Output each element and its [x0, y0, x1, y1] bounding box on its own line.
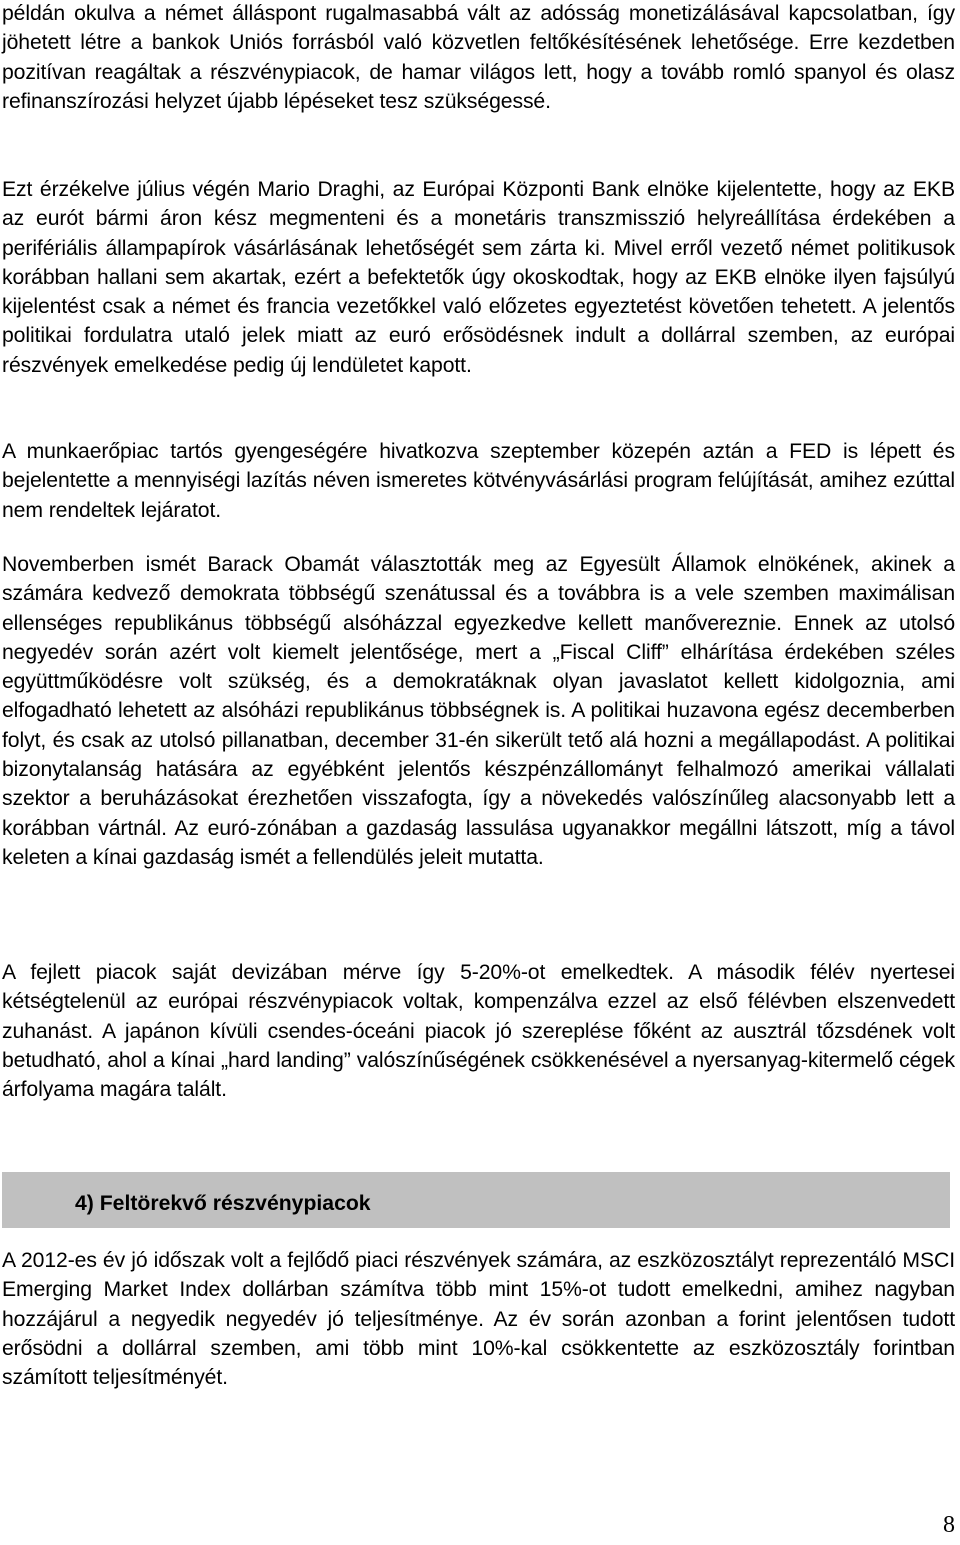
paragraph-fed: A munkaerőpiac tartós gyengeségére hivatkozva szeptember közepén aztán a FED is lépett és bejelentette a mennyiségi lazítás néven ismeretes kötvényvásárlási program felújítását, amihez ezúttal nem rendeltek lejáratot. [2, 440, 955, 522]
section-title: 4) Feltörekvő részvénypiacok [75, 1192, 371, 1215]
paragraph-draghi: Ezt érzékelve július végén Mario Draghi, az Európai Központi Bank elnöke kijelentette, hogy az EKB az eurót bármi áron kész megmenteni és a monetáris transzmisszió helyreállítása érdekében a perifériális állampapírok vásárlásának lehetőségét sem zárta ki. Mivel erről vezető német politikusok korábban hallani sem akartak, ezért a befektetők úgy okoskodtak, hogy az EKB elnöke ilyen fajsúlyú kijelentést csak a német és francia vezetőkkel való előzetes egyeztetést követően tehetett. A jelentős politikai fordulatra utaló jelek miatt az euró erősödésnek indult a dollárral szemben, az európai részvények emelkedése pedig új lendületet kapott. [2, 178, 955, 377]
page-number: 8 [943, 1512, 955, 1538]
paragraph-obama: Novemberben ismét Barack Obamát választották meg az Egyesült Államok elnökének, akinek a számára kedvező demokrata többségű szenátussal és a továbbra is a vele szemben maximálisan ellenséges republikánus többségű alsóházzal egyezkedve kellett manővereznie. Ennek az utolsó negyedév során azért volt kiemelt jelentősége, mert a „Fiscal Cliff” elhárítása érdekében széles együttműködésre volt szükség, és a demokratáknak olyan javaslatot kellett kidolgozniа, ami elfogadható lehetett az alsóházi republikánus többségnek is. A politikai huzavona egész decemberben folyt, és csak az utolsó pillanatban, december 31-én sikerült tető alá hozni a megállapodást. A politikai bizonytalanság hatására az egyébként jelentős készpénzállományt felhalmozó amerikai vállalati szektor a beruházásokat érezhetően visszafogta, így a növekedés valószínűleg alacsonyabb lett a korábban vártnál. Az euró-zónában a gazdaság lassulása ugyanakkor megállni látszott, míg a távol keleten a kínai gazdaság ismét a fellendülés jeleit mutatta. [2, 553, 955, 869]
paragraph-german-stance: példán okulva a német álláspont rugalmasabbá vált az adósság monetizálásával kapcsolatban, így jöhetett létre a bankok Uniós forrásból való közvetlen feltőkésítésének lehetősége. Erre kezdetben pozitívan reagáltak a részvénypiacok, de hamar világos lett, hogy a tovább romló spanyol és olasz refinanszírozási helyzet újabb lépéseket tesz szükségessé. [2, 2, 955, 113]
paragraph-developed-markets: A fejlett piacok saját devizában mérve így 5-20%-ot emelkedtek. A második félév nyertesei kétségtelenül az európai részvénypiacok voltak, kompenzálva ezzel az első félévben elszenvedett zuhanást. A japánon kívüli csendes-óceáni piacok jó szereplése főként az ausztrál tőzsdének volt betudható, ahol a kínai „hard landing” valószínűségének csökkenésével a nyersanyag-kitermelő cégek árfolyama magára talált. [2, 961, 955, 1102]
paragraph-emerging-markets: A 2012-es év jó időszak volt a fejlődő piaci részvények számára, az eszközosztályt reprezentáló MSCI Emerging Market Index dollárban számítva több mint 15%-ot tudott emelkedni, amihez nagyban hozzájárul a negyedik negyedév jó teljesítménye. Az év során azonban a forint jelentősen tudott erősödni a dollárral szemben, ami több mint 10%-kal csökkentette az eszközosztály forintban számított teljesítményét. [2, 1249, 955, 1390]
